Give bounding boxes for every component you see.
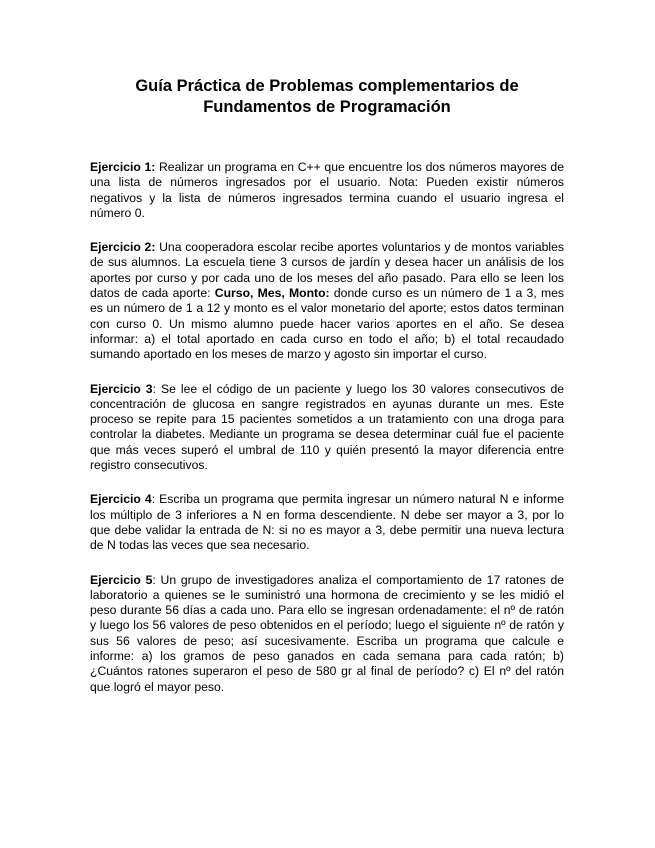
exercise-3 (90, 382, 564, 474)
exercise-3-text: : Se lee el código de un paciente y luego los 30 valores consecutivos de concentración de glucosa en sangre registrados en ayunas durante un mes. Este proceso se repite para 15 pacientes sometidos a un tratamiento con una droga para controlar la diabetes. Mediante un programa se desea determinar cuál fue el paciente que más veces superó el umbral de 110 y quién presentó la mayor diferencia entre registro consecutivos. (90, 381, 564, 473)
exercise-4 (90, 492, 564, 553)
exercise-5-label: Ejercicio 5 (90, 572, 153, 587)
document-page (90, 76, 564, 714)
exercise-2-label: Ejercicio 2: (90, 240, 156, 255)
title-line-1: Guía Práctica de Problemas complementarios de (135, 77, 519, 95)
document-title (90, 76, 564, 118)
exercise-5 (90, 573, 564, 695)
exercise-2-bold-fields: Curso, Mes, Monto: (214, 286, 330, 301)
exercise-1-text: Realizar un programa en C++ que encuentre los dos números mayores de una lista de números ingresados por el usuario. Nota: Pueden existir números negativos y la lista de números ingresados termina cuando el usuario ingresa el número 0. (90, 160, 564, 220)
exercise-3-label: Ejercicio 3 (90, 381, 153, 396)
exercise-1-label: Ejercicio 1: (90, 160, 156, 174)
exercise-5-text: : Un grupo de investigadores analiza el comportamiento de 17 ratones de laboratorio a quienes se le suministró una hormona de crecimiento y se les midió el peso durante 56 días a cada uno. Para ello se ingresan ordenadamente: el nº de ratón y luego los 56 valores de peso obtenidos en el período; luego el siguiente nº de ratón y sus 56 valores de peso; así sucesivamente. Escriba un programa que calcule e informe: a) los gramos de peso ganados en cada semana para cada ratón; b) ¿Cuántos ratones superaron el peso de 580 gr al final de período? c) El nº del ratón que logró el mayor peso. (90, 572, 564, 694)
exercise-2-text-before: Una cooperadora escolar recibe aportes voluntarios y de montos variables de sus alumnos. La escuela tiene 3 cursos de jardín y desea hacer un análisis de los aportes por curso y por cada uno de los meses del año pasado. Para ello se leen los datos de cada aporte: (90, 240, 564, 301)
exercise-2-text-after: donde curso es un número de 1 a 3, mes es un número de 1 a 12 y monto es el valor monetario del aporte; estos datos terminan con curso 0. Un mismo alumno puede hacer varios aportes en el año. Se desea informar: a) el total aportado en cada curso en todo el año; b) el total recaudado sumando aportado en los meses de marzo y agosto sin importar el curso. (90, 286, 564, 362)
title-line-2: Fundamentos de Programación (203, 98, 451, 116)
exercise-2 (90, 240, 564, 362)
exercise-1 (90, 160, 564, 221)
exercise-4-text: : Escriba un programa que permita ingresar un número natural N e informe los múltiplo de 3 inferiores a N en forma descendiente. N debe ser mayor a 3, por lo que debe validar la entrada de N: si no es mayor a 3, debe permitir una nueva lectura de N todas las veces que sea necesario. (90, 492, 564, 553)
exercise-4-label: Ejercicio 4 (90, 492, 152, 507)
